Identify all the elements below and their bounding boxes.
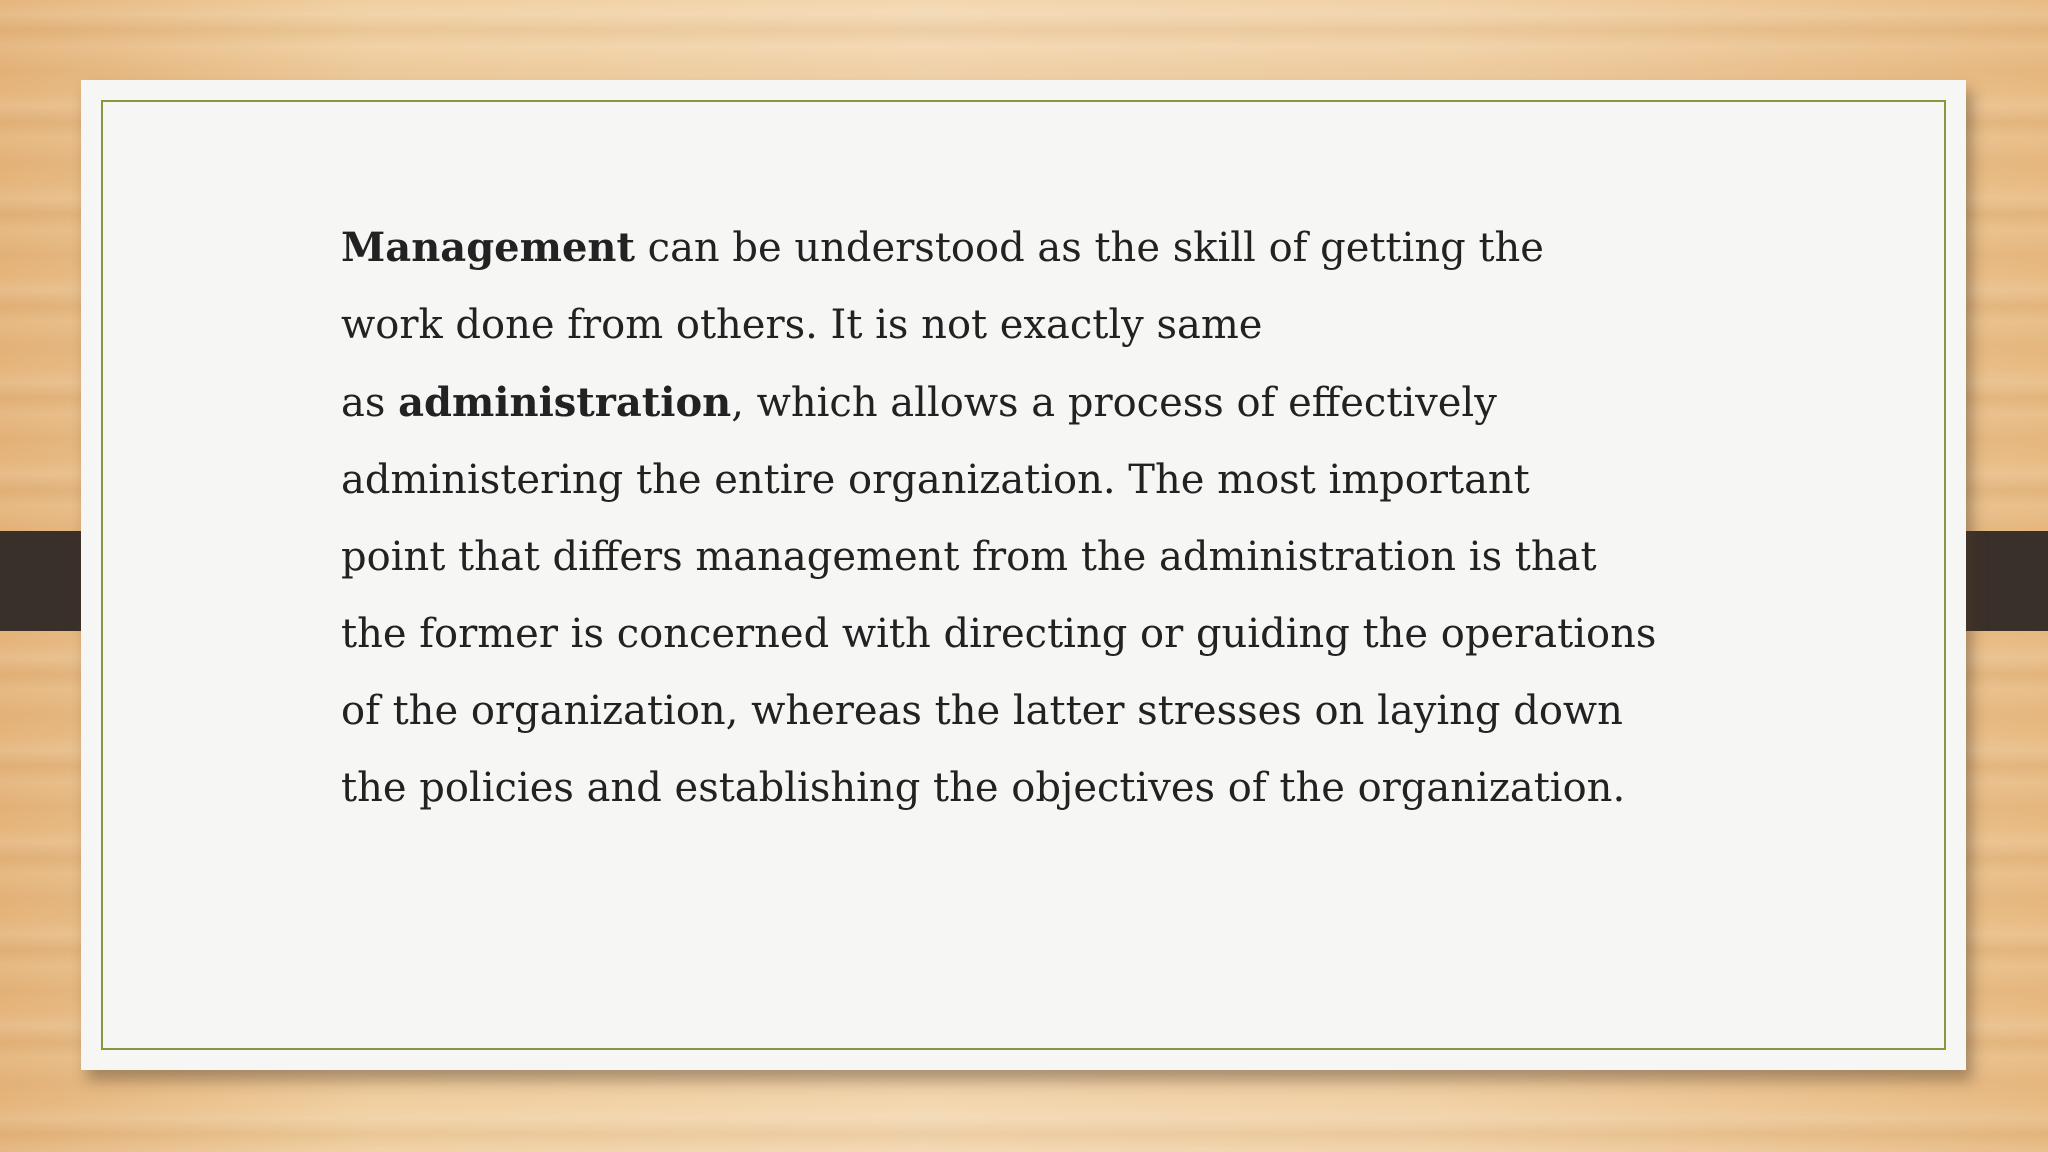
paragraph-line-7: of the organization, whereas the latter stresses on laying down [341,688,1623,734]
paragraph-line-8: the policies and establishing the objectives of the organization. [341,765,1626,811]
paragraph-line-3: as administration, which allows a process of effectively [341,379,1497,426]
term-management: Management [341,224,635,271]
paragraph-line-1: Management can be understood as the skill of getting the [341,224,1544,271]
paragraph-line-6: the former is concerned with directing or guiding the operations [341,611,1657,657]
paragraph-line-5: point that differs management from the administration is that [341,534,1597,580]
slide-body-paragraph [341,209,1657,827]
term-administration: administration [398,379,732,426]
paragraph-line-2: work done from others. It is not exactly same [341,302,1263,348]
paragraph-line-4: administering the entire organization. The most important [341,457,1530,503]
